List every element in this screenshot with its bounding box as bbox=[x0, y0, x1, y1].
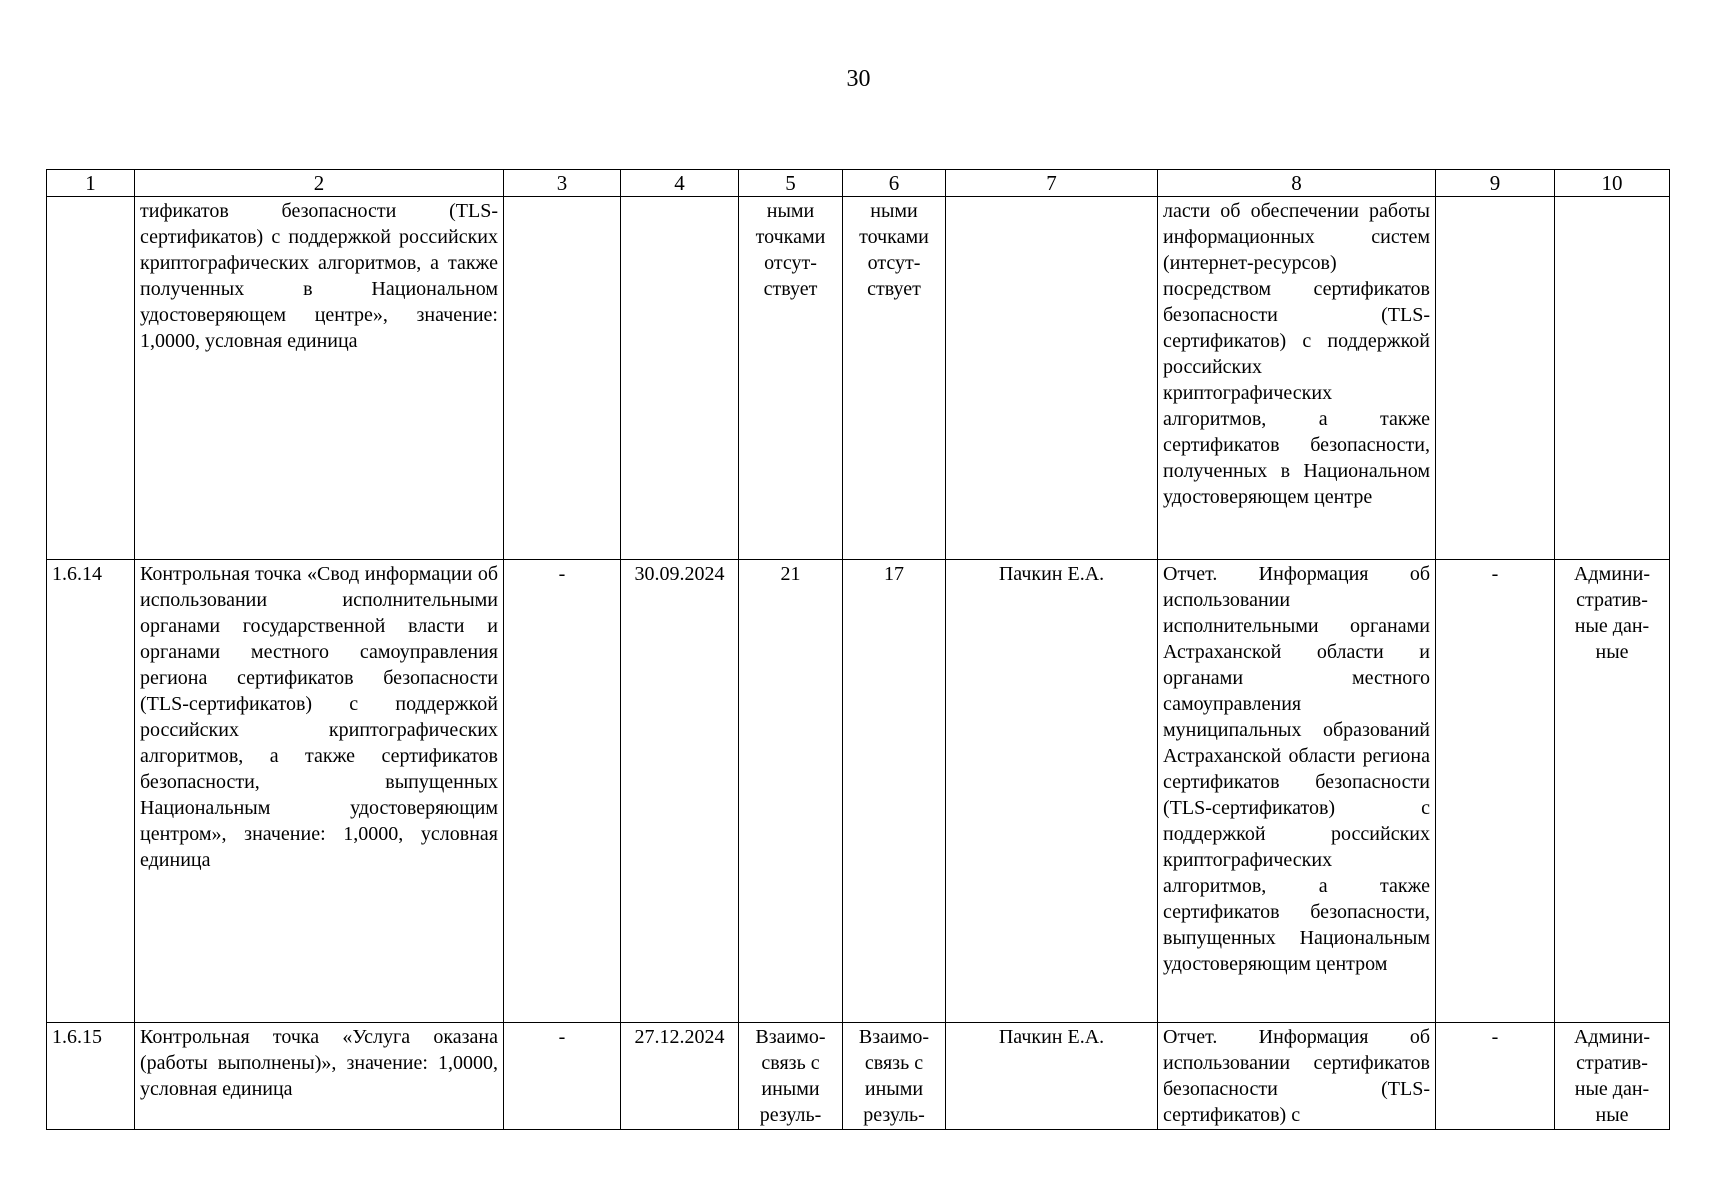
col-header-2: 2 bbox=[135, 170, 504, 197]
source-cell: Админи- стратив- ные дан- ные bbox=[1555, 560, 1670, 1023]
date-cell: 27.12.2024 bbox=[621, 1023, 739, 1130]
cell-col-9: - bbox=[1436, 560, 1555, 1023]
col-header-7: 7 bbox=[946, 170, 1158, 197]
cell-col-6: Взаимо- связь с иными резуль- bbox=[843, 1023, 946, 1130]
result-cell: Отчет. Информация об использовании сертификатов безопасности (TLS-сертификатов) с bbox=[1158, 1023, 1436, 1130]
cell-col-3: - bbox=[504, 560, 621, 1023]
cell-col-6: ными точками отсут- ствует bbox=[843, 197, 946, 560]
col-header-4: 4 bbox=[621, 170, 739, 197]
table-row bbox=[47, 1023, 1670, 1130]
col-header-5: 5 bbox=[739, 170, 843, 197]
cell-col-9: - bbox=[1436, 1023, 1555, 1130]
col-header-1: 1 bbox=[47, 170, 135, 197]
col-header-8: 8 bbox=[1158, 170, 1436, 197]
cell-col-3: - bbox=[504, 1023, 621, 1130]
page-number: 30 bbox=[846, 66, 871, 92]
description-cell: Контрольная точка «Услуга оказана (работы выполнены)», значение: 1,0000, условная единица bbox=[135, 1023, 504, 1130]
row-number-cell: 1.6.15 bbox=[47, 1023, 135, 1130]
col-header-3: 3 bbox=[504, 170, 621, 197]
col-header-6: 6 bbox=[843, 170, 946, 197]
date-cell bbox=[621, 197, 739, 560]
date-cell: 30.09.2024 bbox=[621, 560, 739, 1023]
col-header-9: 9 bbox=[1436, 170, 1555, 197]
responsible-cell: Пачкин Е.А. bbox=[946, 560, 1158, 1023]
result-cell: ласти об обеспечении работы информационных систем (интернет-ресурсов) посредством сертификатов безопасности (TLS-сертификатов) с поддержкой российских криптографических алгоритмов, а также сертификатов безопасности, полученных в Национальном удостоверяющем центре bbox=[1158, 197, 1436, 560]
cell-col-5: 21 bbox=[739, 560, 843, 1023]
row-number-cell: 1.6.14 bbox=[47, 560, 135, 1023]
row-number-cell bbox=[47, 197, 135, 560]
responsible-cell: Пачкин Е.А. bbox=[946, 1023, 1158, 1130]
description-cell: тификатов безопасности (TLS-сертификатов) с поддержкой российских криптографических алгоритмов, а также полученных в Национальном удостоверяющем центре», значение: 1,0000, условная единица bbox=[135, 197, 504, 560]
source-cell bbox=[1555, 197, 1670, 560]
col-header-10: 10 bbox=[1555, 170, 1670, 197]
cell-col-6: 17 bbox=[843, 560, 946, 1023]
table-row bbox=[47, 560, 1670, 1023]
cell-col-9 bbox=[1436, 197, 1555, 560]
table-row bbox=[47, 197, 1670, 560]
cell-col-3 bbox=[504, 197, 621, 560]
cell-col-5: Взаимо- связь с иными резуль- bbox=[739, 1023, 843, 1130]
header-row bbox=[47, 170, 1670, 197]
responsible-cell bbox=[946, 197, 1158, 560]
description-cell: Контрольная точка «Свод информации об использовании исполнительными органами государственной власти и органами местного самоуправления региона сертификатов безопасности (TLS-сертификатов) с поддержкой российских криптографических алгоритмов, а также сертификатов безопасности, выпущенных Национальным удостоверяющим центром», значение: 1,0000, условная единица bbox=[135, 560, 504, 1023]
cell-col-5: ными точками отсут- ствует bbox=[739, 197, 843, 560]
result-cell: Отчет. Информация об использовании исполнительными органами Астраханской области и органами местного самоуправления муниципальных образований Астраханской области региона сертификатов безопасности (TLS-сертификатов) с поддержкой российских криптографических алгоритмов, а также сертификатов безопасности, выпущенных Национальным удостоверяющим центром bbox=[1158, 560, 1436, 1023]
source-cell: Админи- стратив- ные дан- ные bbox=[1555, 1023, 1670, 1130]
plan-table bbox=[46, 169, 1670, 1130]
